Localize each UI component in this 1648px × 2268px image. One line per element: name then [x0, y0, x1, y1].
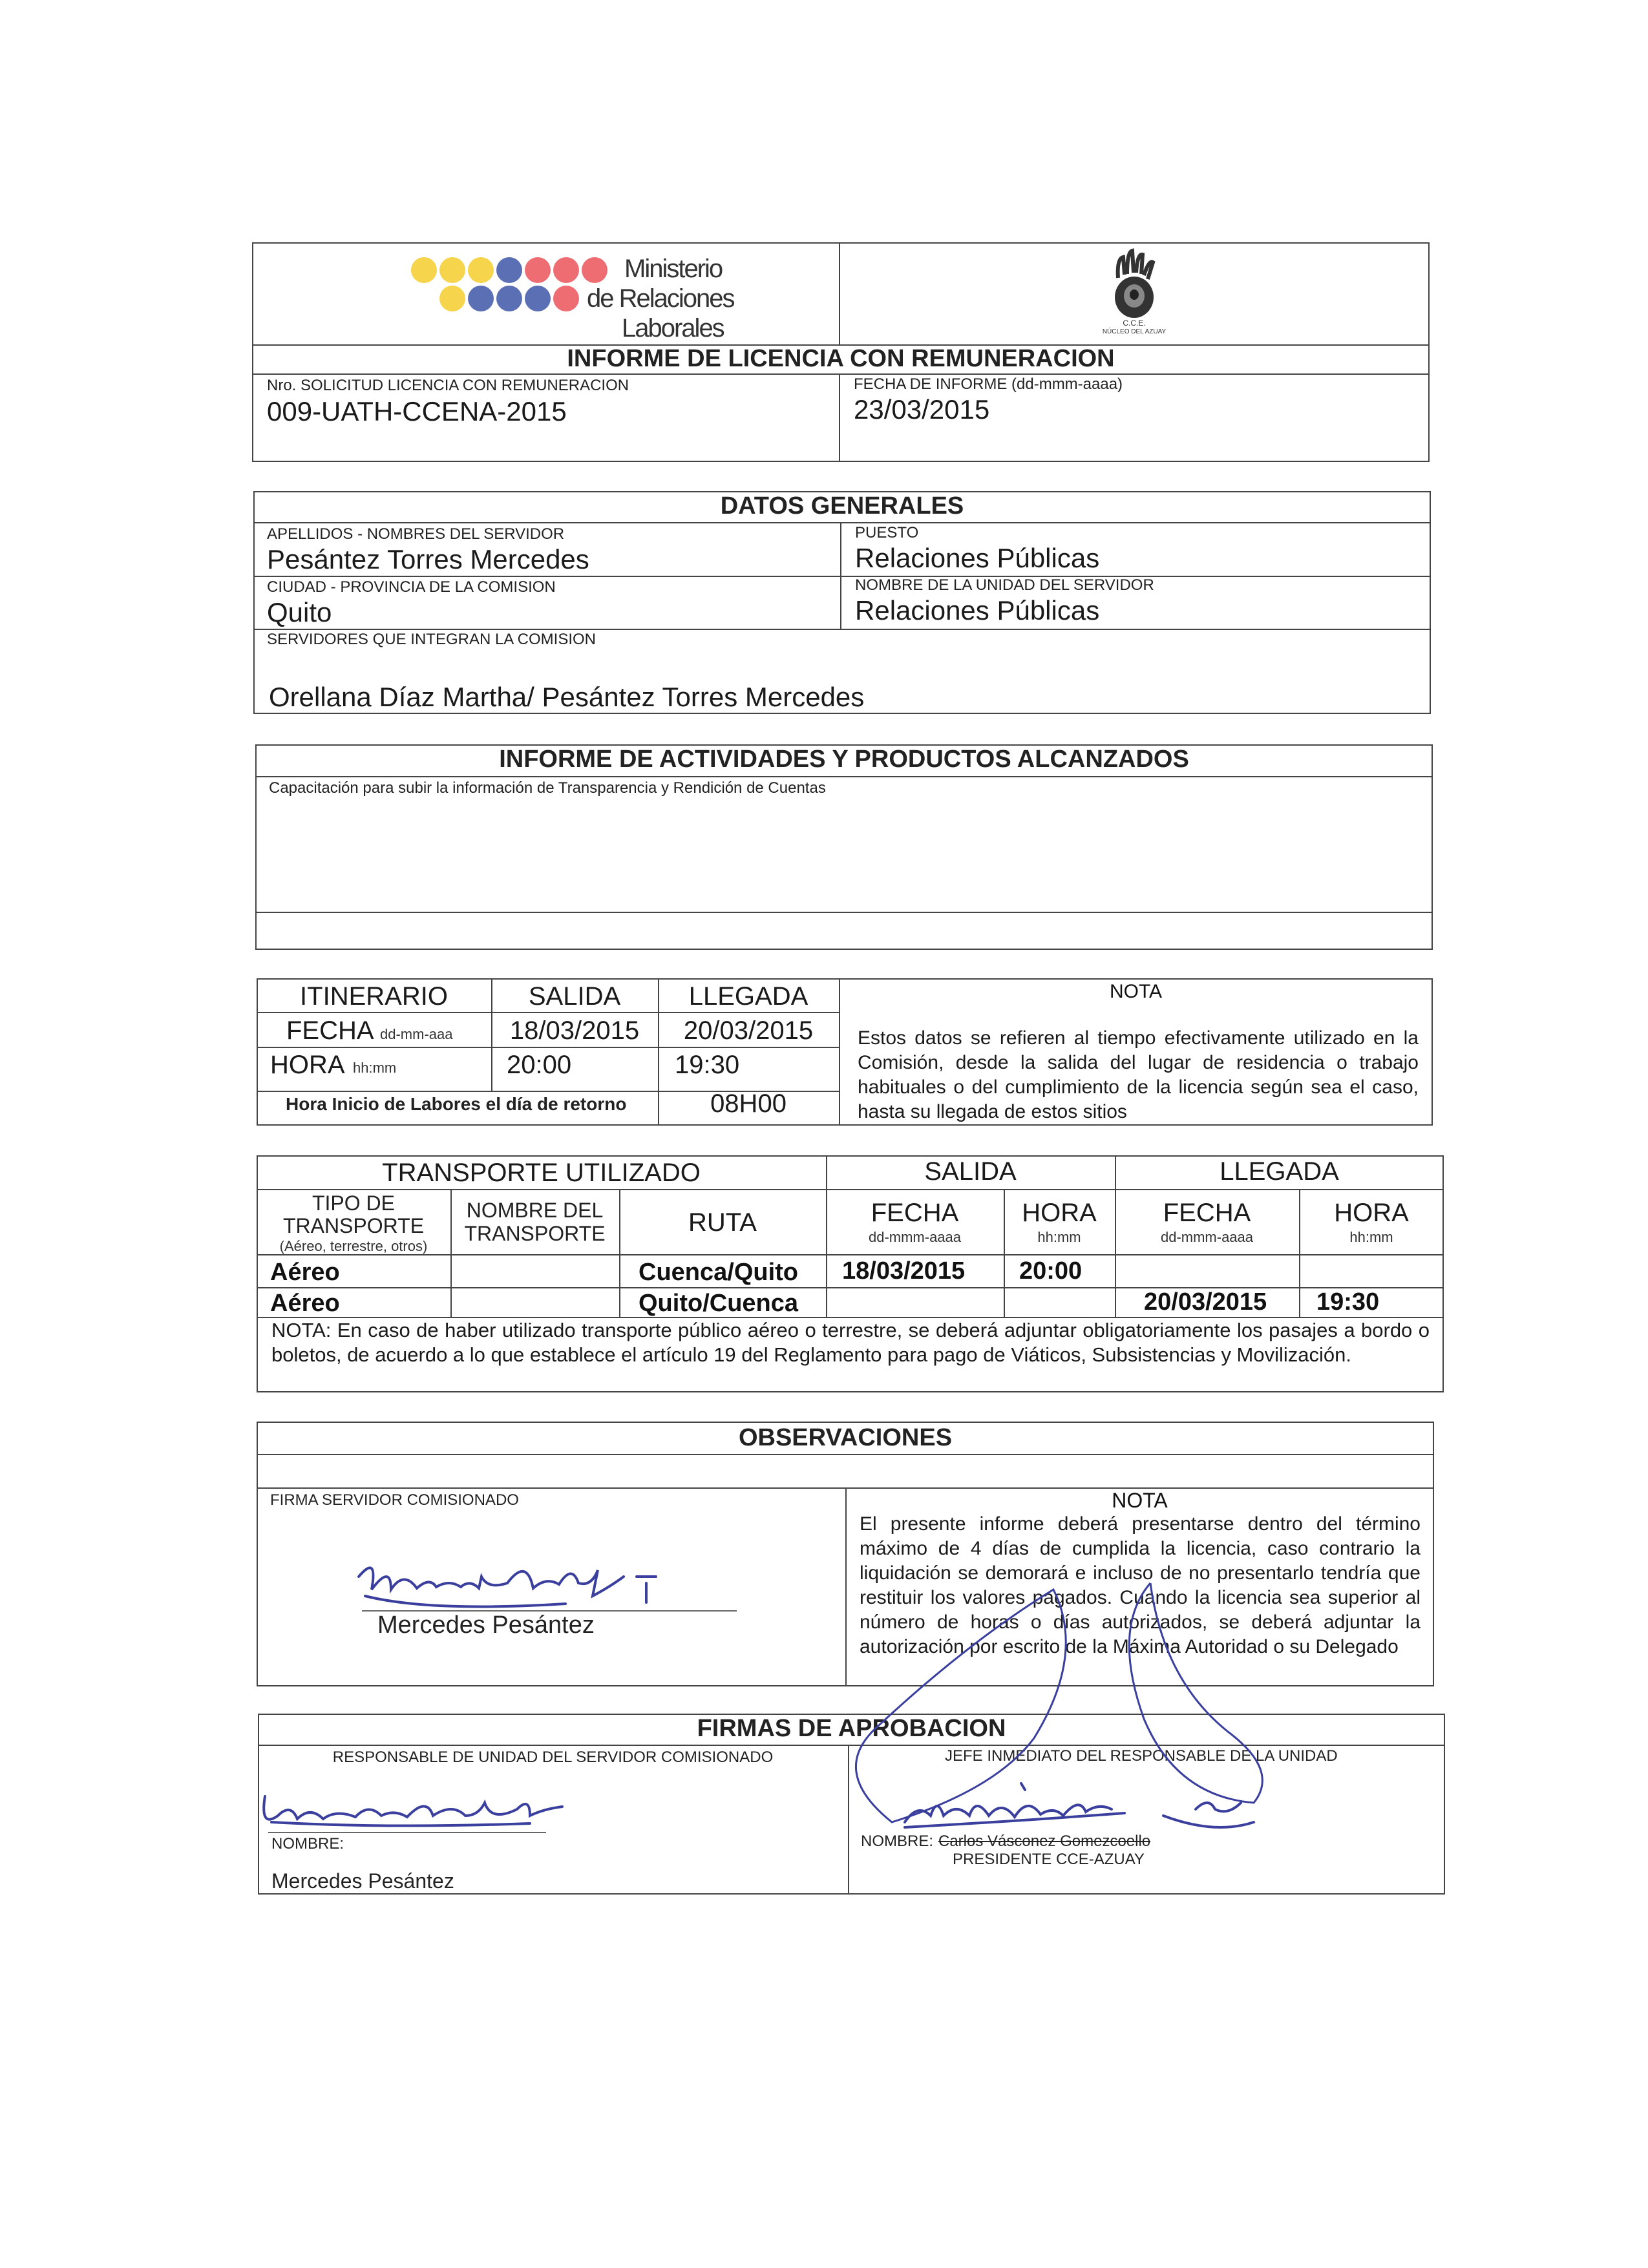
departure-date-format: dd-mmm-aaaa	[868, 1229, 962, 1245]
itinerary-departure-header: SALIDA	[528, 982, 621, 1011]
position-label: PUESTO	[855, 524, 919, 541]
transport-row-2-arrival-time: 19:30	[1316, 1288, 1380, 1316]
unit-responsible-label: RESPONSABLE DE UNIDAD DEL SERVIDOR COMISIONADO	[332, 1748, 774, 1766]
arrival-time: 19:30	[675, 1051, 740, 1079]
transport-row-2-route: Quito/Cuenca	[639, 1290, 799, 1317]
transport-row-2-type: Aéreo	[270, 1290, 340, 1317]
arrival-date-header: FECHA	[1163, 1199, 1251, 1227]
approvals-title: FIRMAS DE APROBACION	[697, 1715, 1006, 1742]
logo-line-3: Laborales	[622, 314, 724, 342]
unit-responsible-name: Mercedes Pesántez	[271, 1869, 454, 1893]
logo-line-1: Ministerio	[624, 255, 723, 283]
logo-dot	[525, 257, 551, 283]
itinerary-note-text: Estos datos se refieren al tiempo efectivamente utilizado en la Comisión, desde la salida del lugar de residencia o trabajo habituales o del cumplimiento de la licencia según sea el caso, hasta su llegada de estos sitios	[858, 1027, 1419, 1122]
transport-type-header-2: TRANSPORTE	[282, 1214, 425, 1237]
itinerary-arrival-header: LLEGADA	[688, 982, 808, 1011]
arrival-date-format: dd-mmm-aaaa	[1160, 1229, 1254, 1245]
departure-date: 18/03/2015	[509, 1016, 640, 1045]
immediate-boss-label: JEFE INMEDIATO DEL RESPONSABLE DE LA UNIDAD	[945, 1747, 1338, 1765]
logo-dot	[468, 286, 494, 311]
activities-title: INFORME DE ACTIVIDADES Y PRODUCTOS ALCANZADOS	[499, 746, 1189, 773]
transport-row-1-route: Cuenca/Quito	[639, 1259, 799, 1286]
general-data-title: DATOS GENERALES	[720, 492, 964, 520]
transport-name-header-2: TRANSPORTE	[464, 1222, 606, 1245]
arrival-time-header: HORA	[1334, 1199, 1409, 1227]
transport-row-1-type: Aéreo	[270, 1259, 340, 1286]
transport-row-1-departure-time: 20:00	[1019, 1257, 1083, 1285]
logo-dot	[439, 257, 465, 283]
departure-date-header: FECHA	[871, 1199, 959, 1227]
report-date-value: 23/03/2015	[854, 394, 990, 425]
servant-unit-label: NOMBRE DE LA UNIDAD DEL SERVIDOR	[855, 576, 1154, 594]
transport-departure-header: SALIDA	[924, 1157, 1017, 1186]
observations-note-text: El presente informe deberá presentarse dentro del término máximo de 4 días de cumplida la licencia, caso contrario la liquidación se demorará e incluso de no presentarlo tendría que restituir los valores pagados. Cuando la licencia sea superior al número de horas o días autorizados, se deberá adjuntar la autorización por escrito de la Máxima Autoridad o su Delegado	[860, 1513, 1421, 1657]
activities-box	[255, 744, 1433, 950]
logo-dot	[496, 257, 522, 283]
itinerary-header: ITINERARIO	[300, 982, 448, 1011]
immediate-boss-role: PRESIDENTE CCE-AZUAY	[953, 1851, 1145, 1868]
servant-name-label: APELLIDOS - NOMBRES DEL SERVIDOR	[267, 525, 565, 543]
logo-dot	[411, 257, 437, 283]
commission-city-value: Quito	[267, 597, 332, 627]
servant-unit-value: Relaciones Públicas	[855, 595, 1100, 625]
itinerary-time-label: HORA	[270, 1051, 345, 1079]
commission-city-label: CIUDAD - PROVINCIA DE LA COMISION	[267, 578, 556, 596]
logo-dot	[553, 257, 579, 283]
commissioned-signature-label: FIRMA SERVIDOR COMISIONADO	[270, 1491, 519, 1509]
return-hour-label: Hora Inicio de Labores el día de retorno	[286, 1094, 627, 1114]
unit-responsible-name-label: NOMBRE:	[271, 1835, 344, 1853]
itinerary-time-format: hh:mm	[353, 1060, 397, 1076]
commission-members-label: SERVIDORES QUE INTEGRAN LA COMISION	[267, 631, 596, 648]
observations-note-title: NOTA	[1112, 1489, 1168, 1512]
arrival-date: 20/03/2015	[683, 1016, 814, 1045]
departure-time-header: HORA	[1022, 1199, 1097, 1227]
emblem-caption-2: NÚCLEO DEL AZUAY	[1102, 328, 1167, 335]
general-data-box	[253, 491, 1431, 714]
emblem-caption-1: C.C.E.	[1123, 319, 1146, 328]
itinerary-date-format: dd-mm-aaa	[380, 1026, 453, 1042]
logo-dot	[525, 286, 551, 311]
report-title: INFORME DE LICENCIA CON REMUNERACION	[567, 345, 1115, 372]
commission-members-value: Orellana Díaz Martha/ Pesántez Torres Mercedes	[269, 682, 865, 712]
observations-title: OBSERVACIONES	[738, 1424, 953, 1451]
logo-dot	[468, 257, 494, 283]
cce-emblem-icon	[1099, 246, 1170, 323]
transport-row-1-departure-date: 18/03/2015	[842, 1257, 966, 1285]
departure-time-format: hh:mm	[1037, 1229, 1081, 1245]
immediate-boss-name: Carlos Vásconez Gomezcoello	[938, 1832, 1151, 1850]
return-hour-value: 08H00	[710, 1089, 787, 1118]
transport-row-2-arrival-date: 20/03/2015	[1144, 1288, 1267, 1316]
servant-name-value: Pesántez Torres Mercedes	[267, 544, 589, 574]
route-header: RUTA	[688, 1208, 757, 1237]
transport-type-hint: (Aéreo, terrestre, otros)	[279, 1238, 428, 1254]
transport-arrival-header: LLEGADA	[1220, 1157, 1339, 1186]
logo-dot	[582, 257, 607, 283]
transport-note: NOTA: En caso de haber utilizado transporte público aéreo o terrestre, se deberá adjuntar obligatoriamente los pasajes a bordo o boletos, de acuerdo a lo que establece el artículo 19 del Reglamento para pago de Viáticos, Subsistencias y Movilización.	[271, 1319, 1430, 1366]
itinerary-note-title: NOTA	[1109, 981, 1163, 1002]
position-value: Relaciones Públicas	[855, 543, 1100, 573]
logo-dot	[496, 286, 522, 311]
request-number-value: 009-UATH-CCENA-2015	[267, 396, 567, 426]
transport-type-header-1: TIPO DE	[312, 1192, 395, 1215]
activities-text: Capacitación para subir la información de Transparencia y Rendición de Cuentas	[269, 779, 826, 797]
logo-dot	[439, 286, 465, 311]
immediate-boss-name-label: NOMBRE:	[861, 1832, 934, 1850]
logo-dot	[553, 286, 579, 311]
arrival-time-format: hh:mm	[1349, 1229, 1393, 1245]
report-date-label: FECHA DE INFORME (dd-mmm-aaaa)	[854, 375, 1123, 393]
itinerary-date-label: FECHA	[286, 1016, 374, 1045]
request-number-label: Nro. SOLICITUD LICENCIA CON REMUNERACION	[267, 377, 629, 394]
departure-time: 20:00	[507, 1051, 572, 1079]
transport-title: TRANSPORTE UTILIZADO	[382, 1159, 701, 1187]
commissioned-signature-name: Mercedes Pesántez	[377, 1612, 595, 1639]
president-signature-icon	[892, 1770, 1254, 1848]
transport-name-header-1: NOMBRE DEL	[466, 1199, 604, 1222]
logo-line-2: de Relaciones	[587, 284, 734, 313]
